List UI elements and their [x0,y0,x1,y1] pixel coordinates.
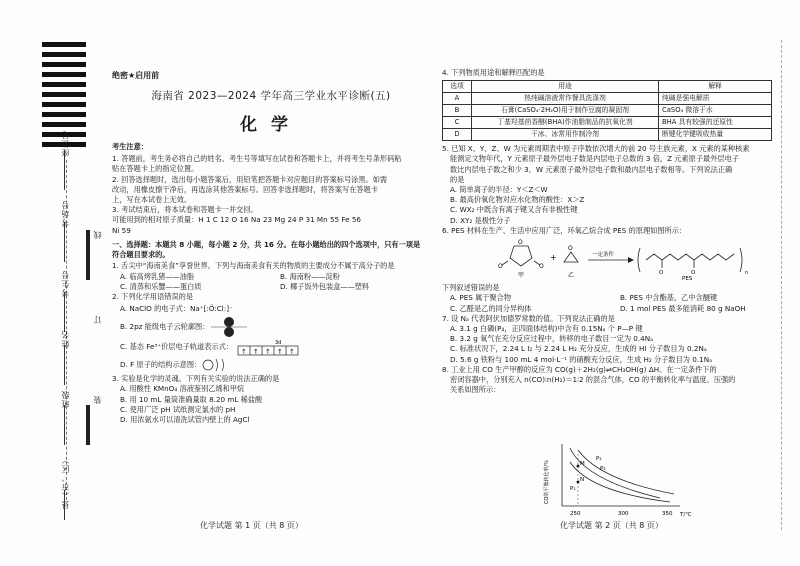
label-pes: PES [682,276,693,283]
county-blank [64,490,65,520]
section-one [112,240,430,425]
label-class: 班级 [61,390,70,408]
q5-option-b: B. 最高价氧化物对应水化物的酸性：X＞Z [450,195,585,205]
q8-line: 密闭容器中，分别充入 n(CO)∶n(H₂)＝1∶2 的混合气体，CO 的平衡转化率与温度、压强的 [450,375,736,385]
q5-block [442,144,774,226]
q6-option-a: A. PES 属于聚合物 [450,293,512,303]
table-cell: CaSO₄ 微溶于水 [659,105,772,117]
table-row [443,105,772,117]
conversion-chart [540,440,690,518]
label-county: 县（市、区） [61,455,70,509]
q7-stem: 7. 设 Nₐ 代表阿伏加德罗常数的值。下列说法正确的是 [442,313,615,323]
q2-option-a: A. NaClO 的电子式：Na⁺[:Ö:Cl:]⁻ [120,304,233,314]
svg-text:O: O [691,270,696,277]
name-blank [64,345,65,385]
q1-options-row [112,282,430,292]
svg-text:↑: ↑ [240,348,247,357]
q4-stem: 4. 下列物质用途和解释匹配的是 [442,68,545,77]
notice-line: 3. 考试结束后，将本试卷和答题卡一并交回。 [112,205,258,215]
cut-label-line: 线 [93,230,102,239]
orbital-sublabel: 3d [274,340,282,347]
table-cell: 丁基羟基茴香醚(BHA)作油脂制品的抗氧化剂 [472,117,659,129]
svg-text:n: n [745,270,749,277]
label-student-number: 考生号 [61,270,70,297]
svg-text:O: O [659,270,664,277]
p-orbital-icon [209,316,249,338]
q5-line: 数比内层电子数之和少 3，W 元素原子最外层电子数和最内层电子数相等。下列说法正确 [450,164,733,174]
notice-line: 改动，用橡皮擦干净后，再选涂其他答案标号。回答非选择题时，将答案写在答题卡 [112,184,378,194]
table-cell: 断键化学键吸收热量 [659,129,772,141]
pes-reaction-scheme [442,236,772,283]
q7-option-b: B. 3.2 g 氧气在充分反应过程中，转移的电子数目一定为 0.4Nₐ [450,334,653,344]
notice-line: 1. 答题前，考生务必将自己的姓名、考生号等填写在试卷和答题卡上，并将考生号条形码粘 [112,154,402,164]
q6-option-d: D. 1 mol PES 最多能消耗 80 g NaOH [620,303,746,313]
binding-mark [86,230,90,280]
table-cell: B [443,105,472,117]
svg-text:O: O [539,263,544,271]
q2-option-d: D. F 原子的结构示意图： [120,360,202,370]
table-row [443,117,772,129]
right-column [442,68,774,395]
table-cell: 石膏(CaSO₄·2H₂O)用于制作豆腐的凝固剂 [472,105,659,117]
table-cell: BHA 具有较强的还原性 [659,117,772,129]
q7-option-d: D. 5.6 g 铁粉与 100 mL 4 mol·L⁻¹ 的硝酸充分反应，生成 H₂ 分子数目为 0.1Nₐ [450,354,712,364]
q3-stem: 3. 实验是化学的灵魂。下列有关实验的说法正确的是 [112,374,280,384]
label-seat-number: 座位号 [61,130,70,157]
point-label: M [580,461,585,467]
curve-label: P₂ [596,456,602,462]
svg-text:O: O [498,263,503,271]
q5-line: 能测定文物年代，Y 元素原子最外层电子数是内层电子总数的 3 倍，Z 元素原子最外层电子 [450,154,739,164]
table-header: 解释 [659,81,772,93]
q1-options-row [112,272,430,282]
q6-intro: 下列叙述错误的是 [442,283,500,293]
epoxide-structure [564,252,578,262]
q2-option-b: B. 2pz 能级电子云轮廓图： [120,322,210,332]
table-cell: D [443,129,472,141]
x-tick: 300 [618,511,629,517]
q5-option-a: A. 简单离子的半径：Y＜Z＜W [450,185,548,195]
table-cell: 干冰、冰常用作制冷剂 [472,129,659,141]
x-tick: 250 [570,511,581,517]
table-row [443,129,772,141]
q6-option-b: B. PES 中含酯基，乙中含醚键 [620,293,718,303]
curve-label: P₁ [570,486,576,492]
q4-table [442,80,772,141]
table-header: 选项 [443,81,472,93]
q1-option-a: A. 临高烤乳猪——油脂 [120,271,195,281]
q5-line: 的是 [450,174,465,184]
q3-option-c: C. 使用广泛 pH 试纸测定氯水的 pH [120,404,236,414]
section-heading-cont: 符合题目要求的。 [112,250,170,260]
x-axis-label: T/℃ [680,512,692,518]
x-tick: 350 [662,511,673,517]
q2-option-b-row [112,316,430,338]
label-exam-room: 考场号 [61,200,70,227]
subject-title: 化学 [240,115,302,135]
label-compound-a: 甲 [518,272,525,280]
label-compound-b: 乙 [568,272,575,280]
binding-mark [86,405,90,445]
q5-option-d: D. XY₂ 是极性分子 [450,215,511,225]
svg-text:↑: ↑ [252,348,259,357]
notice-line: 可能用到的相对原子质量：H 1 C 12 O 16 Na 23 Mg 24 P 31 Mn 55 Fe 56 [112,215,361,225]
table-cell: 热纯碱溶液常作餐具洗涤剂 [472,93,659,105]
secret-label: 绝密★启用前 [112,71,160,80]
table-cell: C [443,117,472,129]
q6-options-row [442,293,774,303]
q7-option-c: C. 标准状况下，2.24 L I₂ 与 2.24 L H₂ 充分反应，生成的 HI 分子数目为 0.2Nₐ [450,344,707,354]
section-heading: 一、选择题：本题共 8 小题，每小题 2 分，共 16 分。在每小题给出的四个选项中，只有一项是 [112,240,421,249]
curve-p2 [570,462,670,502]
q3-option-d: D. 用浓氨水可以清洗试管内壁上的 AgCl [120,415,250,425]
q5-line: 5. 已知 X、Y、Z、W 为元素周期表中原子序数依次增大的前 20 号主族元素，X 元素的某种核素 [442,144,750,154]
cut-label-bind: 订 [93,315,102,324]
table-header: 用途 [472,81,659,93]
q3-option-b: B. 用 10 mL 量筒准确量取 8.20 mL 稀盐酸 [120,394,263,404]
atom-structure-icon [201,356,231,374]
q3-option-a: A. 用酸性 KMnO₄ 溶液鉴别乙烯和甲烷 [120,384,245,394]
q2-option-c-row [112,338,430,356]
class-blank [64,405,65,445]
table-header-row [443,81,772,93]
svg-text:↑: ↑ [276,348,283,357]
q2-option-c: C. 基态 Fe³⁺价层电子轨道表示式： [120,342,233,352]
pes-structure [638,248,742,272]
curve-label: P₃ [600,466,606,472]
notice-heading: 考生注意： [112,142,148,151]
exam-room-blank [64,222,65,262]
q1-option-b: B. 海南粉——淀粉 [280,271,340,281]
svg-text:↑: ↑ [288,348,295,357]
q1-option-d: D. 椰子饭外包装盒——塑料 [280,281,370,291]
q1-option-c: C. 清蒸和乐蟹——蛋白质 [120,281,202,291]
svg-text:↑: ↑ [264,348,271,357]
q6-options-row [442,304,774,314]
q2-option-d-row [112,356,430,374]
point-label: N [580,477,585,483]
q6-option-c: C. 乙醛是乙的同分异构体 [450,303,532,313]
right-edge-line [781,40,782,530]
notice-line: 上，写在本试卷上无效。 [112,195,192,205]
arrow-condition: 一定条件 [592,252,615,259]
cut-label-fix: 装 [93,395,102,404]
q6-stem: 6. PES 材料在生产、生活中应用广泛，环氧乙烷合成 PES 的原理如图所示： [442,225,687,235]
q7-option-a: A. 3.1 g 白磷(P₄，正四面体结构)中含有 0.15Nₐ 个 P—P 键 [450,324,643,334]
anhydride-structure [502,246,540,266]
svg-text:O: O [568,245,573,253]
q1-stem: 1. 舌尖中“海南美食”享誉世界。下列与海南美食有关的物质的主要成分不属于高分子的是 [112,261,395,271]
footer-right: 化学试题 第 2 页（共 8 页） [560,521,663,530]
q5-option-c: C. WX₂ 中既含有离子键又含有非极性键 [450,205,578,215]
svg-text:O: O [518,239,523,247]
svg-text:+: + [550,253,557,263]
student-number-blank [64,292,65,332]
y-axis-label: CO的平衡转化率/% [544,460,550,504]
notice-block [112,142,430,236]
orbital-diagram-icon [233,338,303,356]
q2-stem: 2. 下列化学用语错误的是 [112,292,194,302]
notice-line: 2. 回答选择题时，选出每小题答案后，用铅笔把答题卡对应题目的答案标号涂黑。如需 [112,174,388,184]
table-cell: 纯碱是强电解质 [659,93,772,105]
notice-line: 贴在答题卡上的指定位置。 [112,164,199,174]
label-name: 姓名 [61,330,70,348]
footer-left: 化学试题 第 1 页（共 8 页） [200,521,303,530]
exam-title: 海南省 2023—2024 学年高三学业水平诊断(五) [151,90,391,102]
q8-line: 关系如图所示： [450,385,501,395]
table-row [443,93,772,105]
q8-line: 8. 工业上用 CO 生产甲醇的反应为 CO(g)＋2H₂(g)⇌CH₃OH(g) ΔH。在一定条件下的 [442,364,717,374]
notice-line: Ni 59 [112,225,131,235]
table-cell: A [443,93,472,105]
seat-number-blank [64,150,65,190]
